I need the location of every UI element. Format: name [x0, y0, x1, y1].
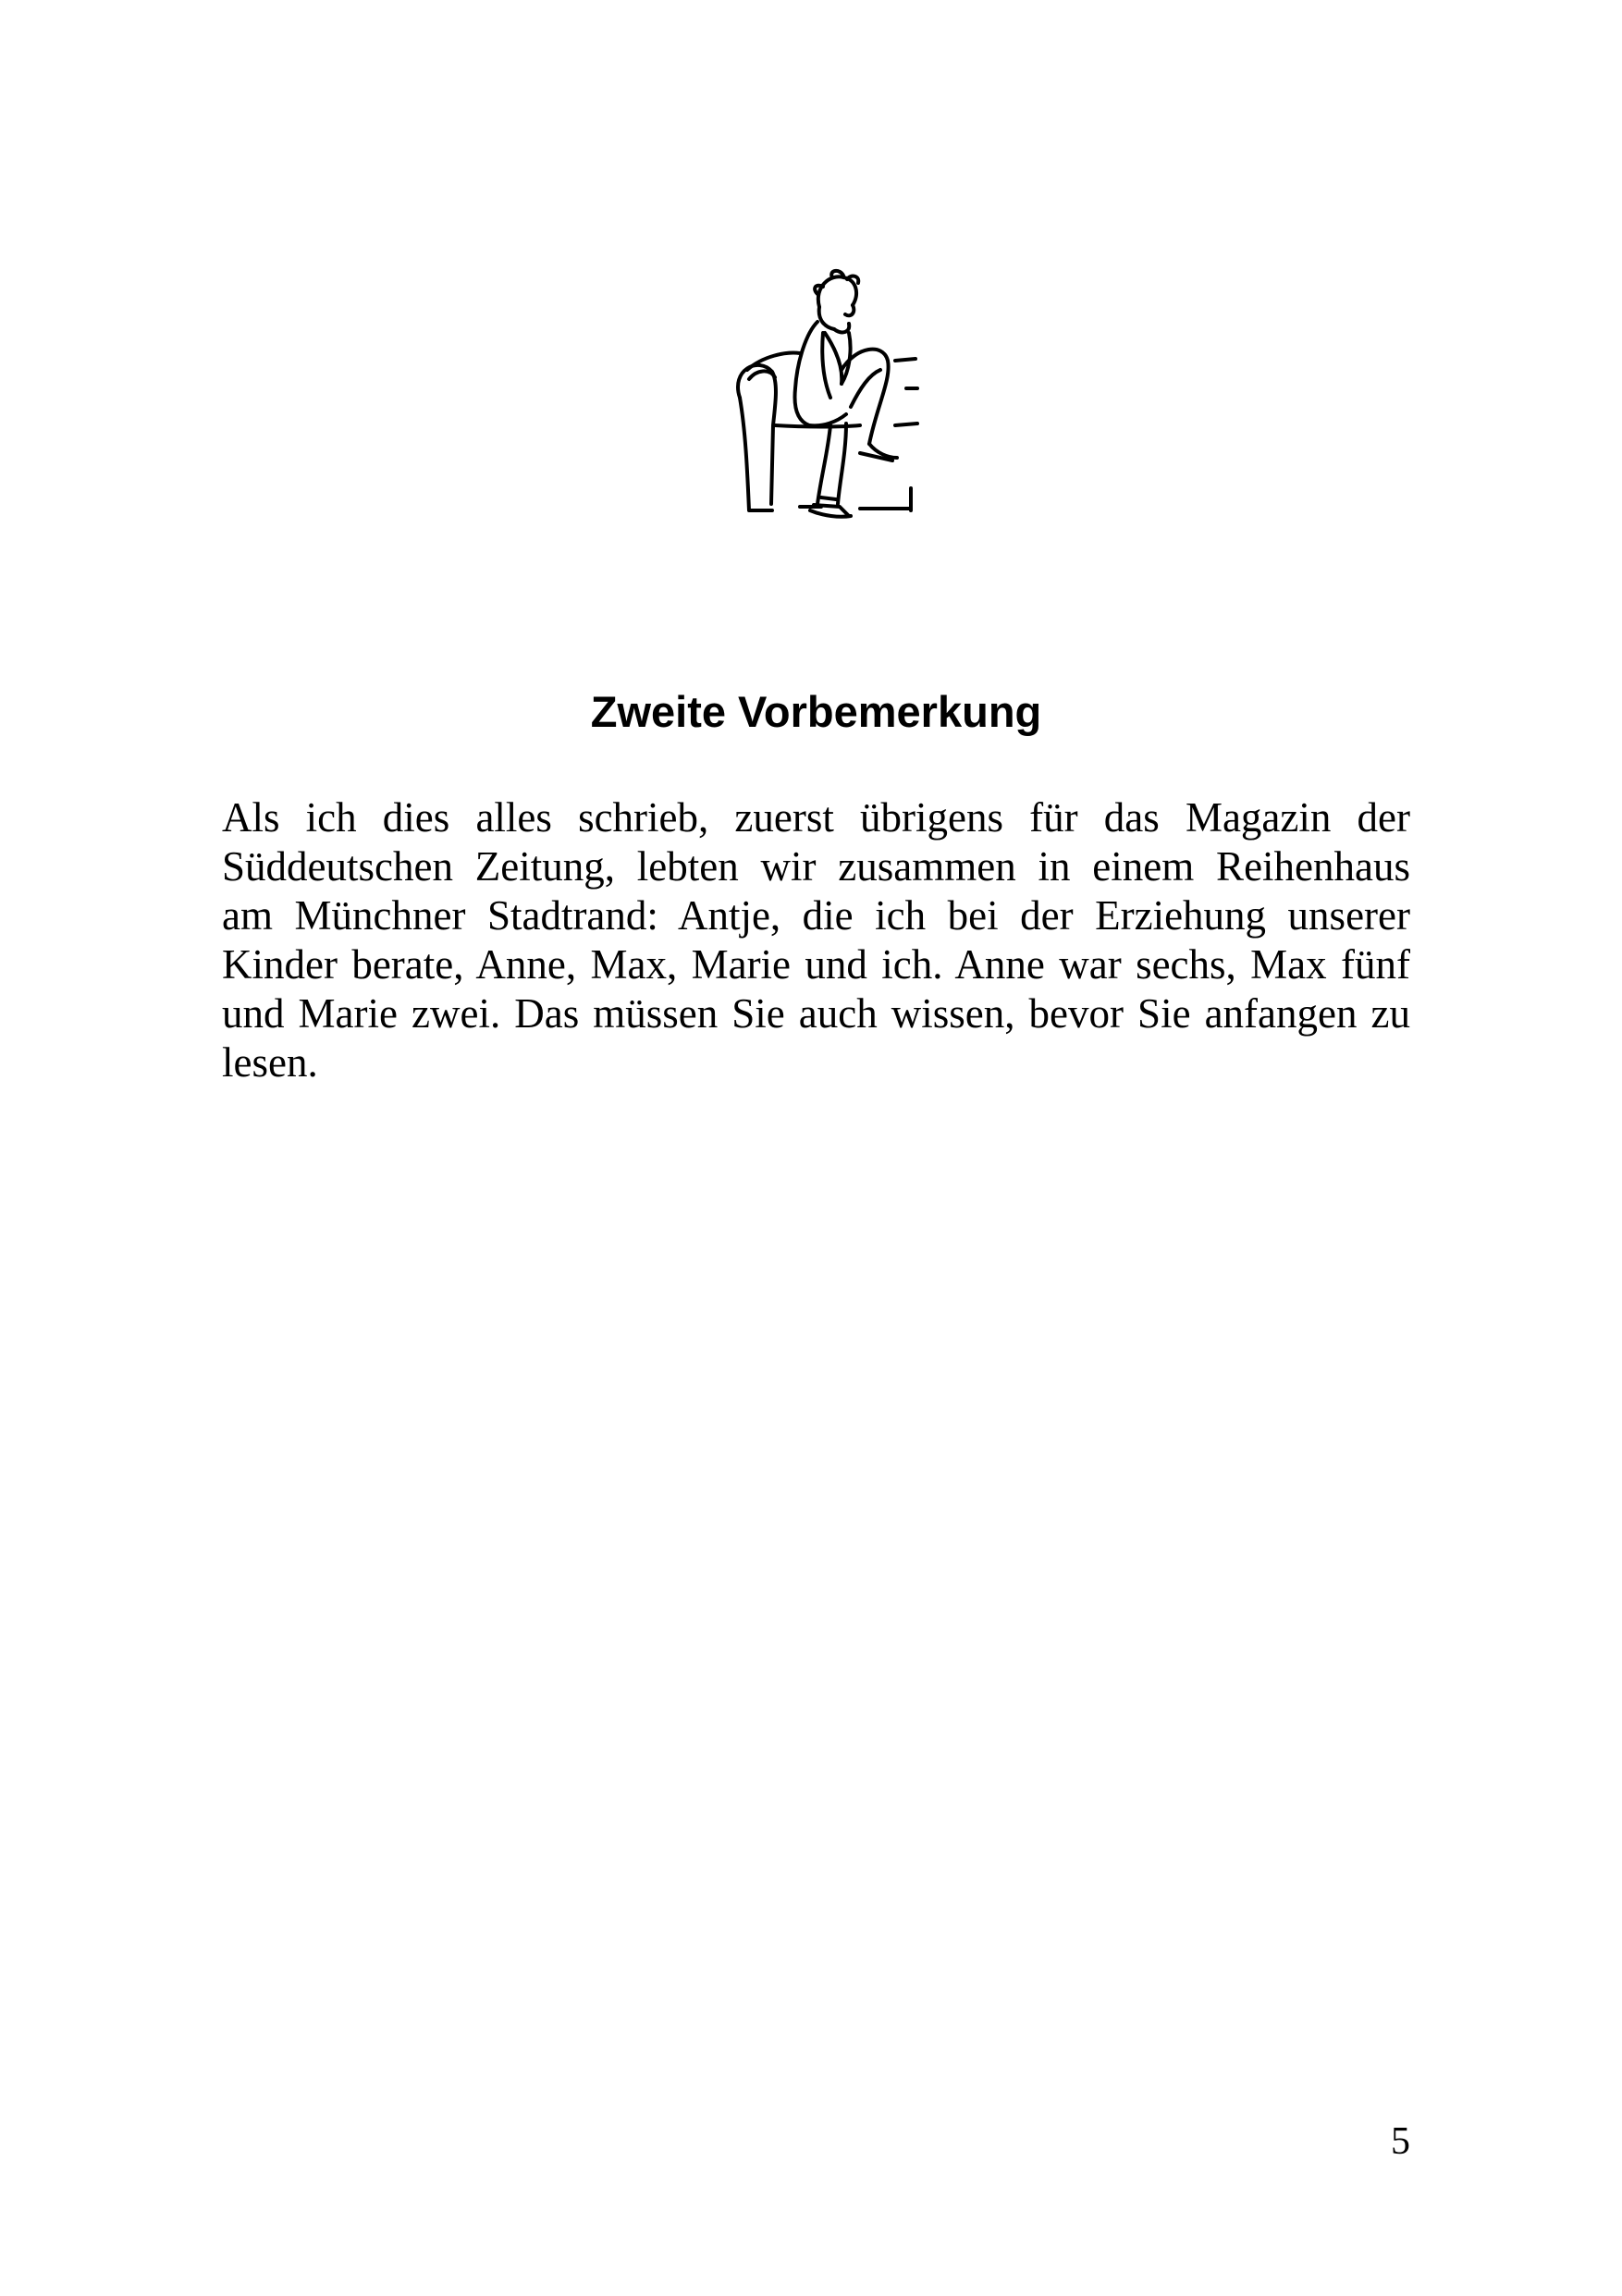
paragraph-line: Süddeutschen Zeitung, lebten wir zusammen in einem Reihenhaus [222, 843, 1410, 890]
paragraph-line: und Marie zwei. Das müssen Sie auch wissen, bevor Sie anfangen zu [222, 990, 1410, 1037]
section-heading: Zweite Vorbemerkung [590, 687, 1042, 736]
body-paragraph [222, 793, 1410, 1087]
paragraph-line: Als ich dies alles schrieb, zuerst übrigens für das Magazin der [222, 794, 1410, 841]
page-number: 5 [1391, 2120, 1410, 2163]
paragraph-line: lesen. [222, 1039, 318, 1086]
paragraph-line: Kinder berate, Anne, Max, Marie und ich. Anne war sechs, Max fünf [222, 941, 1410, 988]
paragraph-line: am Münchner Stadtrand: Antje, die ich bei der Erziehung unserer [222, 892, 1410, 939]
man-on-sofa-illustration [721, 268, 962, 546]
